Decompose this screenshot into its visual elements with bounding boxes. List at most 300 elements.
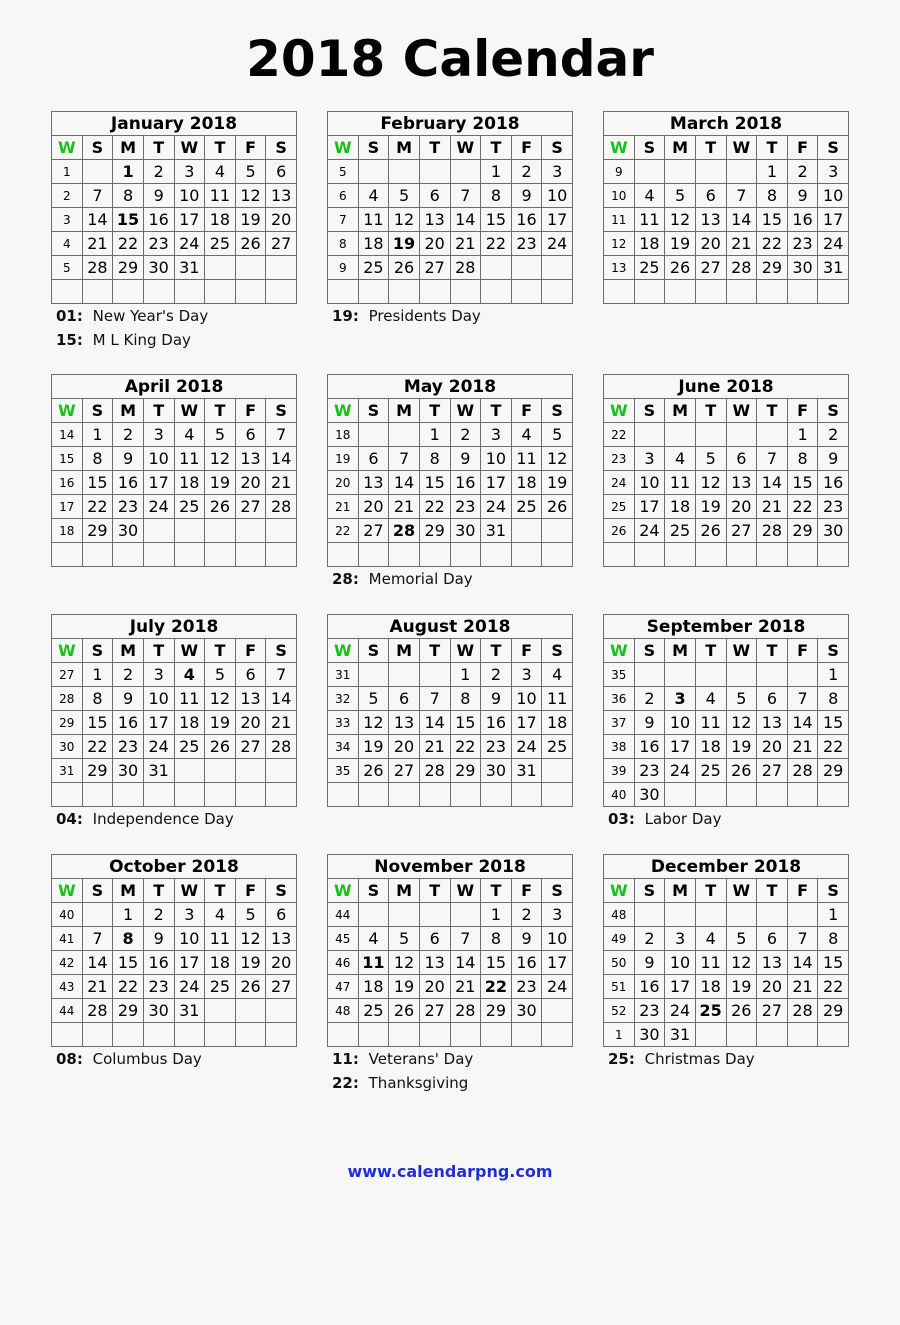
day-cell: 16: [787, 208, 818, 232]
day-cell: [82, 543, 113, 567]
week-number-cell: [328, 1023, 359, 1047]
week-number-cell: 40: [604, 783, 635, 807]
day-cell: 31: [143, 759, 174, 783]
weekday-header: M: [389, 136, 420, 160]
day-cell: [205, 999, 236, 1023]
week-number-cell: 51: [604, 975, 635, 999]
day-cell: 6: [695, 184, 726, 208]
weekday-header-row: [604, 879, 849, 903]
day-cell: 17: [818, 208, 849, 232]
week-row: [328, 232, 573, 256]
week-row: [328, 687, 573, 711]
day-cell: 1: [82, 663, 113, 687]
weekday-header: M: [665, 639, 696, 663]
day-cell: 16: [511, 208, 542, 232]
day-cell: 30: [481, 759, 512, 783]
day-cell: 11: [695, 951, 726, 975]
week-number-cell: 1: [604, 1023, 635, 1047]
day-cell: [665, 423, 696, 447]
day-cell: 23: [511, 975, 542, 999]
day-cell: 2: [113, 423, 144, 447]
weekday-header: F: [235, 639, 266, 663]
week-number-cell: 8: [328, 232, 359, 256]
day-cell: 19: [205, 711, 236, 735]
day-cell: 23: [481, 735, 512, 759]
day-cell: 10: [143, 687, 174, 711]
holiday-item: [56, 328, 316, 352]
day-cell: [787, 903, 818, 927]
day-cell: [358, 423, 389, 447]
day-cell: 16: [634, 735, 665, 759]
day-cell: 16: [450, 471, 481, 495]
holiday-list: [56, 807, 316, 831]
week-number-cell: 37: [604, 711, 635, 735]
month-block: [51, 854, 297, 1047]
week-row: [604, 160, 849, 184]
holiday-list: [332, 304, 592, 328]
day-cell: 7: [726, 184, 757, 208]
week-row: [328, 519, 573, 543]
month-title: July 2018: [52, 615, 297, 639]
day-cell: 5: [205, 423, 236, 447]
day-cell: [695, 280, 726, 304]
day-cell: 28: [450, 999, 481, 1023]
weekday-header: S: [82, 399, 113, 423]
week-row: [52, 208, 297, 232]
day-cell: [419, 543, 450, 567]
day-cell: 22: [419, 495, 450, 519]
weekday-header: S: [818, 879, 849, 903]
day-cell: 30: [818, 519, 849, 543]
day-cell: 25: [511, 495, 542, 519]
day-cell: 2: [787, 160, 818, 184]
day-cell: 9: [143, 184, 174, 208]
day-cell: 4: [205, 160, 236, 184]
week-row: [604, 903, 849, 927]
day-cell: 16: [113, 711, 144, 735]
day-cell: [511, 280, 542, 304]
holiday-date: 04:: [56, 810, 83, 828]
day-cell: 14: [389, 471, 420, 495]
month-title: November 2018: [328, 855, 573, 879]
day-cell: 26: [389, 999, 420, 1023]
day-cell: [542, 759, 573, 783]
holiday-name: Christmas Day: [639, 1050, 755, 1068]
weekday-header: M: [113, 399, 144, 423]
week-row: [604, 447, 849, 471]
day-cell: 24: [665, 759, 696, 783]
day-cell: 6: [757, 927, 788, 951]
day-cell: 6: [266, 903, 297, 927]
day-cell: 14: [787, 951, 818, 975]
day-cell: 24: [542, 975, 573, 999]
weekday-header: M: [665, 879, 696, 903]
day-cell: 2: [818, 423, 849, 447]
day-cell: 4: [205, 903, 236, 927]
day-cell: 13: [235, 447, 266, 471]
weekday-header: T: [143, 136, 174, 160]
holiday-name: Thanksgiving: [363, 1074, 469, 1092]
month-block: [603, 854, 849, 1047]
day-cell: [542, 543, 573, 567]
month-title: April 2018: [52, 375, 297, 399]
month-table: [603, 111, 849, 304]
day-cell: 8: [82, 687, 113, 711]
week-row: [52, 663, 297, 687]
day-cell: [389, 903, 420, 927]
day-cell: 8: [818, 927, 849, 951]
day-cell: 19: [358, 735, 389, 759]
week-row: [328, 471, 573, 495]
day-cell: 14: [82, 208, 113, 232]
day-cell: [358, 1023, 389, 1047]
day-cell: 1: [82, 423, 113, 447]
day-cell: 14: [787, 711, 818, 735]
holiday-date: 03:: [608, 810, 635, 828]
weekday-header-row: [604, 639, 849, 663]
day-cell: 2: [481, 663, 512, 687]
week-row: [52, 280, 297, 304]
day-cell: [143, 543, 174, 567]
day-cell: [665, 903, 696, 927]
day-cell: [389, 160, 420, 184]
day-cell: 8: [818, 687, 849, 711]
holiday-name: Independence Day: [87, 810, 234, 828]
day-cell: 21: [450, 232, 481, 256]
day-cell: 25: [358, 999, 389, 1023]
week-row: [52, 447, 297, 471]
weekday-header: T: [143, 879, 174, 903]
day-cell: 10: [174, 184, 205, 208]
day-cell: [787, 783, 818, 807]
week-number-cell: 1: [52, 160, 83, 184]
week-number-cell: [604, 543, 635, 567]
day-cell: 19: [389, 232, 420, 256]
day-cell: [113, 783, 144, 807]
week-row: [52, 927, 297, 951]
day-cell: [450, 1023, 481, 1047]
week-number-cell: 28: [52, 687, 83, 711]
holiday-date: 22:: [332, 1074, 359, 1092]
holiday-date: 11:: [332, 1050, 359, 1068]
day-cell: 19: [542, 471, 573, 495]
day-cell: 1: [757, 160, 788, 184]
week-number-cell: 29: [52, 711, 83, 735]
day-cell: 29: [82, 759, 113, 783]
day-cell: 11: [358, 208, 389, 232]
day-cell: 20: [757, 975, 788, 999]
day-cell: 3: [542, 903, 573, 927]
day-cell: 22: [818, 735, 849, 759]
day-cell: 27: [235, 495, 266, 519]
holiday-list: [608, 807, 868, 831]
month-title: February 2018: [328, 112, 573, 136]
day-cell: 8: [419, 447, 450, 471]
page-title: 2018 Calendar: [246, 30, 654, 88]
day-cell: 23: [143, 975, 174, 999]
footer-link[interactable]: www.calendarpng.com: [347, 1162, 553, 1181]
month-block: [327, 111, 573, 304]
day-cell: 21: [787, 735, 818, 759]
day-cell: 10: [143, 447, 174, 471]
day-cell: 19: [726, 975, 757, 999]
day-cell: 17: [542, 951, 573, 975]
day-cell: 3: [481, 423, 512, 447]
month-block: [327, 614, 573, 807]
week-row: [328, 280, 573, 304]
day-cell: 9: [787, 184, 818, 208]
day-cell: 9: [511, 184, 542, 208]
month-title: August 2018: [328, 615, 573, 639]
holiday-name: M L King Day: [87, 331, 191, 349]
day-cell: 31: [481, 519, 512, 543]
day-cell: [266, 256, 297, 280]
day-cell: 14: [726, 208, 757, 232]
day-cell: 7: [82, 927, 113, 951]
day-cell: [235, 783, 266, 807]
day-cell: 21: [726, 232, 757, 256]
day-cell: 8: [787, 447, 818, 471]
holiday-name: Labor Day: [639, 810, 722, 828]
day-cell: 24: [481, 495, 512, 519]
week-number-cell: 31: [52, 759, 83, 783]
week-row: [328, 735, 573, 759]
day-cell: 3: [143, 423, 174, 447]
day-cell: 29: [757, 256, 788, 280]
day-cell: 22: [818, 975, 849, 999]
day-cell: 6: [726, 447, 757, 471]
day-cell: [113, 1023, 144, 1047]
day-cell: 23: [634, 759, 665, 783]
day-cell: [695, 160, 726, 184]
day-cell: 2: [450, 423, 481, 447]
holiday-date: 01:: [56, 307, 83, 325]
holiday-name: Memorial Day: [363, 570, 473, 588]
weekday-header: T: [205, 639, 236, 663]
weekday-header-row: [52, 136, 297, 160]
day-cell: 13: [757, 711, 788, 735]
day-cell: 11: [174, 447, 205, 471]
day-cell: 18: [174, 471, 205, 495]
month-block: [327, 854, 573, 1047]
day-cell: 5: [542, 423, 573, 447]
day-cell: 15: [818, 711, 849, 735]
day-cell: 28: [787, 999, 818, 1023]
day-cell: 9: [634, 951, 665, 975]
day-cell: [818, 280, 849, 304]
day-cell: [818, 543, 849, 567]
week-number-cell: 23: [604, 447, 635, 471]
weekday-header-row: [328, 399, 573, 423]
day-cell: [481, 1023, 512, 1047]
day-cell: [695, 663, 726, 687]
weekday-header: S: [634, 639, 665, 663]
weekday-header: T: [695, 399, 726, 423]
day-cell: [266, 1023, 297, 1047]
holiday-date: 15:: [56, 331, 83, 349]
day-cell: [419, 1023, 450, 1047]
day-cell: 20: [389, 735, 420, 759]
day-cell: 18: [205, 951, 236, 975]
weekday-header: S: [358, 399, 389, 423]
day-cell: 29: [818, 999, 849, 1023]
month-table: [603, 614, 849, 807]
weekday-header: S: [542, 136, 573, 160]
day-cell: [419, 783, 450, 807]
weekday-header: W: [726, 639, 757, 663]
weekday-header: S: [358, 136, 389, 160]
day-cell: [174, 783, 205, 807]
day-cell: 18: [358, 975, 389, 999]
week-row: [328, 903, 573, 927]
month-title: January 2018: [52, 112, 297, 136]
day-cell: 17: [634, 495, 665, 519]
day-cell: 4: [634, 184, 665, 208]
week-number-header: W: [604, 136, 635, 160]
day-cell: [695, 543, 726, 567]
day-cell: 30: [113, 759, 144, 783]
weekday-header: T: [419, 136, 450, 160]
month-table: [603, 374, 849, 567]
day-cell: 12: [726, 711, 757, 735]
day-cell: [113, 280, 144, 304]
day-cell: 7: [266, 663, 297, 687]
day-cell: 2: [634, 687, 665, 711]
holiday-item: [332, 567, 592, 591]
day-cell: 15: [113, 951, 144, 975]
day-cell: 1: [113, 903, 144, 927]
day-cell: [726, 160, 757, 184]
day-cell: 31: [511, 759, 542, 783]
day-cell: 26: [665, 256, 696, 280]
weekday-header-row: [52, 639, 297, 663]
day-cell: [143, 280, 174, 304]
day-cell: 5: [695, 447, 726, 471]
week-number-cell: 35: [604, 663, 635, 687]
week-number-cell: 49: [604, 927, 635, 951]
day-cell: 6: [235, 423, 266, 447]
weekday-header-row: [604, 399, 849, 423]
day-cell: [511, 1023, 542, 1047]
day-cell: [757, 783, 788, 807]
week-number-cell: 42: [52, 951, 83, 975]
day-cell: 13: [695, 208, 726, 232]
week-number-cell: 21: [328, 495, 359, 519]
week-row: [52, 160, 297, 184]
day-cell: 27: [726, 519, 757, 543]
weekday-header: W: [450, 639, 481, 663]
day-cell: [205, 280, 236, 304]
day-cell: [82, 1023, 113, 1047]
week-number-header: W: [328, 136, 359, 160]
day-cell: [205, 1023, 236, 1047]
week-number-cell: 5: [328, 160, 359, 184]
week-row: [52, 519, 297, 543]
day-cell: 25: [174, 495, 205, 519]
weekday-header: T: [757, 879, 788, 903]
week-number-cell: 39: [604, 759, 635, 783]
day-cell: 12: [235, 184, 266, 208]
week-number-cell: 32: [328, 687, 359, 711]
day-cell: 30: [113, 519, 144, 543]
day-cell: [174, 759, 205, 783]
day-cell: [787, 543, 818, 567]
day-cell: 10: [542, 184, 573, 208]
day-cell: 15: [419, 471, 450, 495]
day-cell: 27: [757, 999, 788, 1023]
day-cell: 22: [450, 735, 481, 759]
day-cell: 19: [235, 208, 266, 232]
day-cell: 15: [82, 471, 113, 495]
day-cell: 17: [143, 471, 174, 495]
day-cell: 19: [389, 975, 420, 999]
day-cell: [358, 783, 389, 807]
week-number-header: W: [328, 399, 359, 423]
weekday-header: S: [82, 879, 113, 903]
day-cell: [665, 160, 696, 184]
day-cell: 11: [205, 927, 236, 951]
day-cell: [358, 543, 389, 567]
day-cell: 23: [787, 232, 818, 256]
week-row: [604, 783, 849, 807]
week-row: [328, 160, 573, 184]
month-table: [603, 854, 849, 1047]
weekday-header: W: [726, 399, 757, 423]
day-cell: [389, 543, 420, 567]
day-cell: 3: [174, 160, 205, 184]
day-cell: 25: [358, 256, 389, 280]
day-cell: 11: [174, 687, 205, 711]
day-cell: 9: [481, 687, 512, 711]
day-cell: 20: [419, 975, 450, 999]
day-cell: 2: [634, 927, 665, 951]
week-number-header: W: [328, 879, 359, 903]
day-cell: [481, 256, 512, 280]
day-cell: [205, 256, 236, 280]
day-cell: 7: [450, 184, 481, 208]
day-cell: [542, 519, 573, 543]
weekday-header: W: [174, 639, 205, 663]
weekday-header: T: [695, 639, 726, 663]
day-cell: [389, 783, 420, 807]
week-row: [52, 735, 297, 759]
day-cell: 19: [726, 735, 757, 759]
day-cell: 21: [266, 711, 297, 735]
day-cell: [82, 160, 113, 184]
week-number-cell: 12: [604, 232, 635, 256]
day-cell: 28: [82, 256, 113, 280]
weekday-header: F: [787, 639, 818, 663]
day-cell: 17: [174, 208, 205, 232]
weekday-header: S: [266, 136, 297, 160]
day-cell: 23: [450, 495, 481, 519]
day-cell: 17: [665, 975, 696, 999]
holiday-item: [56, 1047, 316, 1071]
week-number-header: W: [52, 136, 83, 160]
day-cell: 24: [174, 232, 205, 256]
day-cell: 1: [450, 663, 481, 687]
day-cell: [358, 903, 389, 927]
week-number-header: W: [604, 399, 635, 423]
day-cell: [82, 280, 113, 304]
day-cell: 22: [113, 232, 144, 256]
day-cell: [450, 903, 481, 927]
day-cell: 12: [358, 711, 389, 735]
day-cell: [634, 903, 665, 927]
day-cell: 17: [143, 711, 174, 735]
day-cell: 13: [757, 951, 788, 975]
weekday-header: F: [235, 879, 266, 903]
